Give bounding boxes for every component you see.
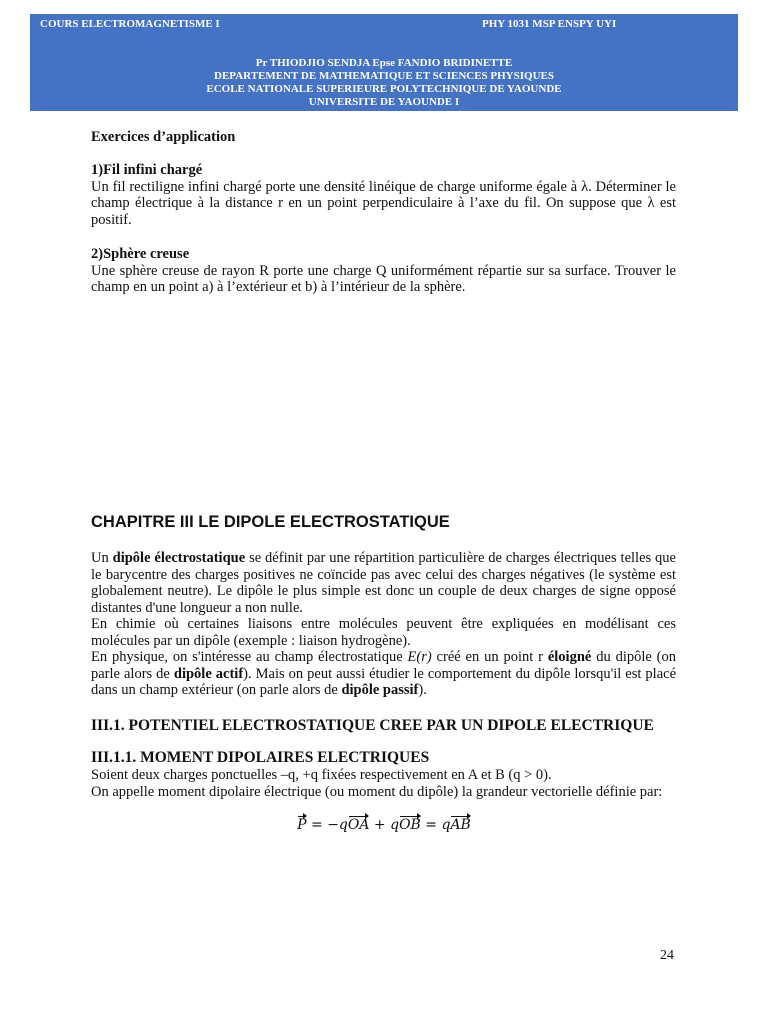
- page-header: [30, 14, 738, 111]
- exercise-1: [91, 162, 676, 228]
- dipole-moment-formula: P = −qOA + qOB = qAB: [297, 817, 471, 833]
- section-title: III.1. POTENTIEL ELECTROSTATIQUE CREE PAR UN DIPOLE ELECTRIQUE: [91, 717, 654, 734]
- course-title: COURS ELECTROMAGNETISME I: [40, 18, 220, 30]
- subsection-title: III.1.1. MOMENT DIPOLAIRES ELECTRIQUES: [91, 749, 430, 766]
- vector-oa: OA: [347, 817, 370, 833]
- vector-ob: OB: [399, 817, 421, 833]
- definition-paragraph-2: On appelle moment dipolaire électrique (ou moment du dipôle) la grandeur vectorielle définie par:: [91, 783, 663, 800]
- author-name: Pr THIODJIO SENDJA Epse FANDIO BRIDINETTE: [255, 57, 513, 69]
- school-name: ECOLE NATIONALE SUPERIEURE POLYTECHNIQUE DE YAOUNDE: [206, 83, 562, 95]
- course-code: PHY 1031 MSP ENSPY UYI: [482, 18, 617, 30]
- exercise-2: [91, 246, 676, 296]
- exercise-1-title: 1)Fil infini chargé: [91, 162, 203, 178]
- department-name: DEPARTEMENT DE MATHEMATIQUE ET SCIENCES PHYSIQUES: [214, 70, 554, 82]
- vector-p: P: [297, 817, 307, 833]
- intro-paragraph-1: Un dipôle électrostatique se définit par une répartition particulière de charges électriques telles que le barycentre des charges positives ne coïncide pas avec celui des charges négatives (le système est globalement neutre). Le dipôle le plus simple est donc un couple de deux charges de signe opposé distantes d'une longueur a non nulle.: [91, 550, 676, 616]
- exercise-2-text: Une sphère creuse de rayon R porte une charge Q uniformément répartie sur sa surface. Trouver le champ en un point a) à l’extérieur et b) à l’intérieur de la sphère.: [91, 262, 676, 295]
- vector-ab: AB: [450, 817, 471, 833]
- exercises-heading: Exercices d’application: [91, 129, 236, 145]
- definition-text: [91, 767, 676, 800]
- chapter-title: CHAPITRE III LE DIPOLE ELECTROSTATIQUE: [91, 513, 450, 531]
- intro-paragraph-3: En physique, on s'intéresse au champ électrostatique E(r) créé en un point r éloigné du dipôle (on parle alors de dipôle actif). Mais on peut aussi étudier le comportement du dipôle lorsqu'il est placé dans un champ extérieur (on parle alors de dipôle passif).: [91, 649, 677, 698]
- intro-paragraph-2: En chimie où certaines liaisons entre molécules peuvent être expliquées en modélisant ces molécules par un dipôle (exemple : liaison hydrogène).: [91, 616, 676, 649]
- university-name: UNIVERSITE DE YAOUNDE I: [308, 96, 460, 108]
- chapter-intro: [91, 550, 676, 699]
- exercise-2-title: 2)Sphère creuse: [91, 246, 190, 262]
- exercise-1-text: Un fil rectiligne infini chargé porte une densité linéique de charge uniforme égale à λ. Déterminer le champ électrique à la distance r en un point perpendiculaire à l’axe du fil. On suppose que λ est positif.: [91, 178, 676, 228]
- page-number: 24: [660, 948, 674, 963]
- header-affiliation: [30, 57, 738, 109]
- definition-paragraph-1: Soient deux charges ponctuelles –q, +q fixées respectivement en A et B (q > 0).: [91, 767, 552, 783]
